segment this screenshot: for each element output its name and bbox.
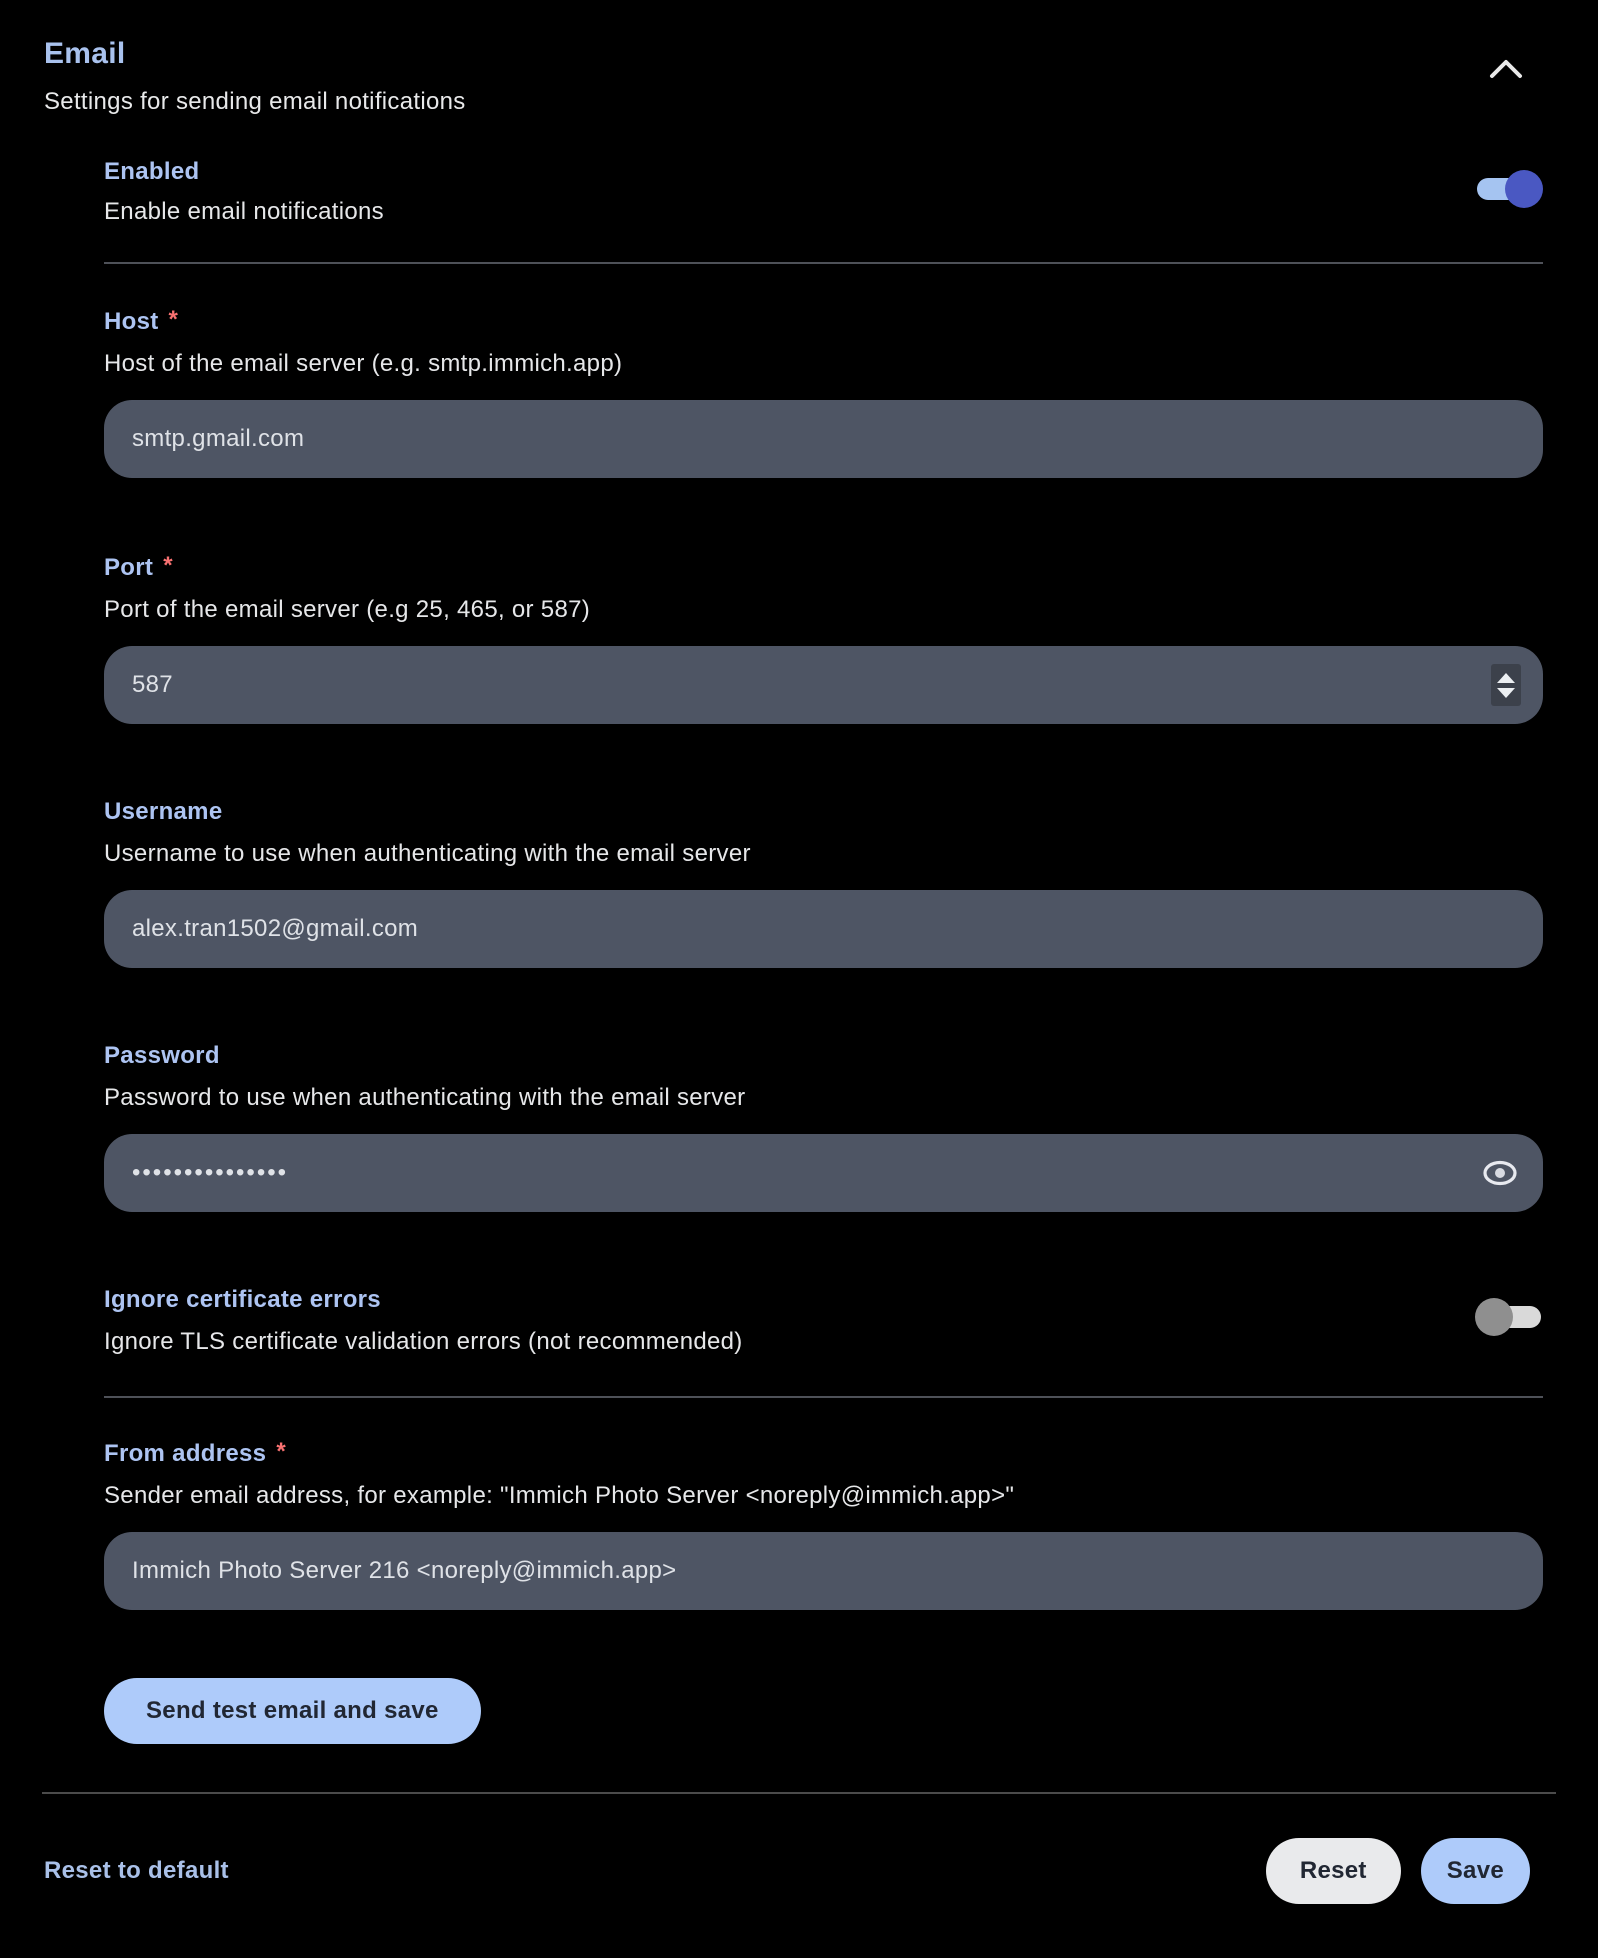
- host-input-wrap: [104, 400, 1543, 478]
- from-address-label: [104, 1438, 1543, 1468]
- password-input[interactable]: [104, 1134, 1543, 1212]
- enabled-description: Enable email notifications: [104, 198, 384, 225]
- required-asterisk: *: [168, 306, 179, 333]
- number-stepper-icon[interactable]: [1491, 664, 1521, 706]
- ignore-cert-description: Ignore TLS certificate validation errors (not recommended): [104, 1328, 743, 1355]
- port-label: [104, 552, 1543, 582]
- ignore-cert-setting-text: [104, 1286, 743, 1356]
- port-input[interactable]: [104, 646, 1543, 724]
- chevron-up-icon: [1484, 52, 1528, 86]
- from-address-input-wrap: [104, 1532, 1543, 1610]
- toggle-knob: [1505, 170, 1543, 208]
- port-field-group: [104, 552, 1543, 724]
- username-input[interactable]: [104, 890, 1543, 968]
- enabled-toggle[interactable]: [1475, 170, 1543, 208]
- host-label: [104, 306, 1543, 336]
- password-description: Password to use when authenticating with the email server: [104, 1084, 746, 1111]
- host-input[interactable]: [104, 400, 1543, 478]
- section-header: [0, 0, 1598, 116]
- enabled-setting-row: [104, 158, 1543, 226]
- reset-to-default-link[interactable]: Reset to default: [44, 1857, 229, 1884]
- password-label: Password: [104, 1042, 220, 1069]
- ignore-cert-toggle[interactable]: [1475, 1298, 1543, 1336]
- divider: [104, 262, 1543, 264]
- username-label: Username: [104, 798, 223, 825]
- reset-button[interactable]: Reset: [1266, 1838, 1401, 1904]
- page-subtitle: Settings for sending email notifications: [44, 88, 466, 115]
- divider: [104, 1396, 1543, 1398]
- settings-form: [104, 158, 1543, 1744]
- host-description: Host of the email server (e.g. smtp.immich.app): [104, 350, 623, 377]
- page-title: Email: [44, 37, 126, 70]
- from-address-input[interactable]: [104, 1532, 1543, 1610]
- password-field-group: [104, 1042, 1543, 1212]
- from-address-description: Sender email address, for example: "Immich Photo Server <noreply@immich.app>": [104, 1482, 1015, 1509]
- footer-divider: [42, 1792, 1556, 1794]
- toggle-password-visibility-button[interactable]: [1481, 1158, 1519, 1188]
- from-address-field-group: [104, 1438, 1543, 1610]
- eye-icon: [1481, 1176, 1519, 1191]
- username-input-wrap: [104, 890, 1543, 968]
- ignore-cert-label: Ignore certificate errors: [104, 1286, 381, 1313]
- port-description: Port of the email server (e.g 25, 465, or 587): [104, 596, 591, 623]
- username-field-group: [104, 798, 1543, 968]
- port-label-text: Port: [104, 554, 154, 581]
- collapse-section-button[interactable]: [1484, 52, 1528, 86]
- stepper-up-arrow[interactable]: [1497, 673, 1515, 683]
- enabled-setting-text: [104, 158, 384, 226]
- host-field-group: [104, 306, 1543, 478]
- required-asterisk: *: [276, 1438, 286, 1465]
- required-asterisk: *: [163, 552, 173, 579]
- enabled-label: Enabled: [104, 158, 200, 185]
- toggle-knob: [1475, 1298, 1513, 1336]
- stepper-down-arrow[interactable]: [1497, 688, 1515, 698]
- port-input-wrap: [104, 646, 1543, 724]
- send-test-email-button[interactable]: Send test email and save: [104, 1678, 481, 1744]
- host-label-text: Host: [104, 308, 159, 335]
- save-button[interactable]: Save: [1421, 1838, 1530, 1904]
- ignore-cert-setting-row: [104, 1286, 1543, 1356]
- username-description: Username to use when authenticating with the email server: [104, 840, 751, 867]
- password-input-wrap: [104, 1134, 1543, 1212]
- from-address-label-text: From address: [104, 1440, 267, 1467]
- footer-actions-row: [44, 1838, 1530, 1904]
- footer-buttons: [1266, 1838, 1530, 1904]
